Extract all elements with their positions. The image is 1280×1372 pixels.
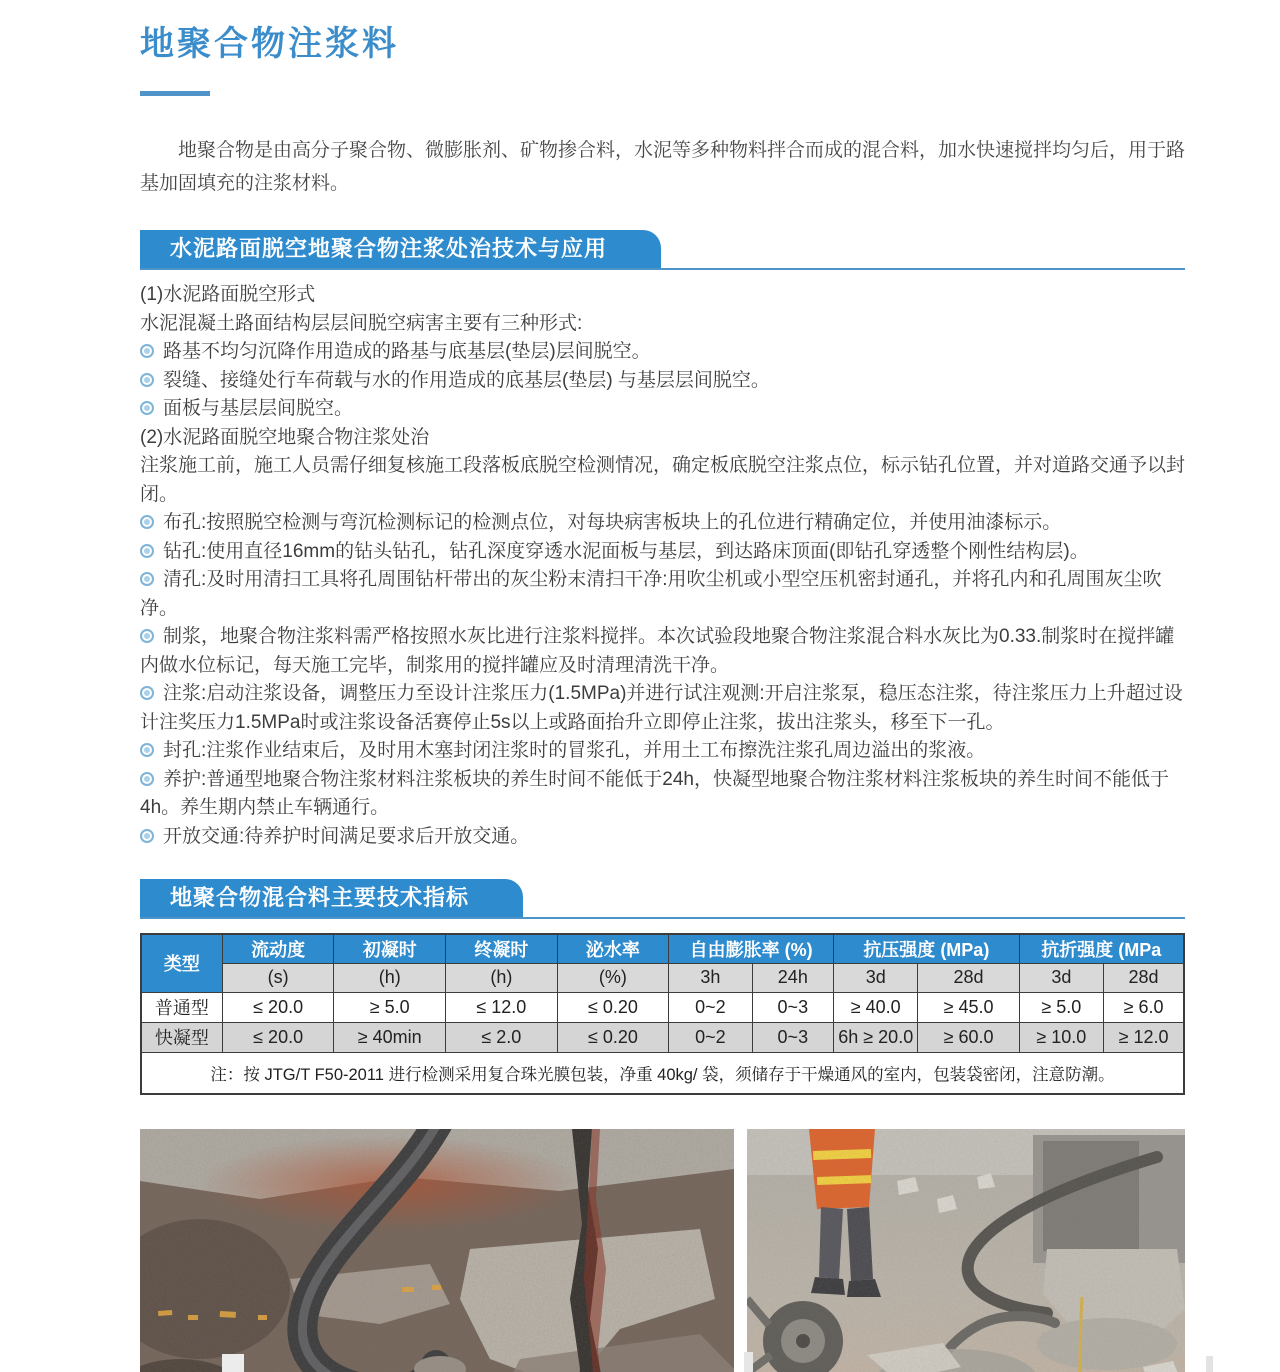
list-item-text: (2)水泥路面脱空地聚合物注浆处治 <box>140 426 430 448</box>
list-item <box>140 424 1185 453</box>
value-cell: 0~3 <box>752 992 833 1022</box>
list-item-text: 水泥混凝土路面结构层层间脱空病害主要有三种形式: <box>140 312 583 334</box>
value-cell: ≥ 60.0 <box>918 1022 1019 1052</box>
value-cell: ≥ 40.0 <box>834 992 918 1022</box>
value-cell: ≤ 0.20 <box>557 992 669 1022</box>
col-header-group: 抗折强度 (MPa <box>1019 934 1184 963</box>
unit-header: (%) <box>557 963 669 992</box>
list-item <box>140 538 1185 567</box>
photo-right-illustration <box>747 1129 1185 1372</box>
unit-header: 28d <box>918 963 1019 992</box>
bullet-ring-icon <box>140 829 154 843</box>
list-item-text: 面板与基层层间脱空。 <box>163 398 354 419</box>
page-title: 地聚合物注浆料 <box>140 25 399 63</box>
bullet-ring-icon <box>140 544 154 558</box>
list-item <box>140 509 1185 538</box>
list-item-text: 清孔:及时用清扫工具将孔周围钻杆带出的灰尘粉末清扫干净:用吹尘机或小型空压机密封通孔，并将孔内和孔周围灰尘吹净。 <box>140 569 1162 619</box>
section2-banner-row <box>140 879 1185 919</box>
value-cell: ≥ 10.0 <box>1019 1022 1103 1052</box>
col-header: 流动度 <box>222 934 334 963</box>
list-item-text: 养护:普通型地聚合物注浆材料注浆板块的养生时间不能低于24h，快凝型地聚合物注浆材料注浆板块的养生时间不能低于4h。养生期内禁止车辆通行。 <box>140 768 1169 818</box>
unit-header: 3h <box>669 963 752 992</box>
bullet-ring-icon <box>140 515 154 529</box>
table-note: 注：按 JTG/T F50-2011 进行检测采用复合珠光膜包装，净重 40kg/ 袋，须储存于干燥通风的室内，包装袋密闭，注意防潮。 <box>141 1052 1184 1094</box>
unit-header: (s) <box>222 963 334 992</box>
list-item-text: 开放交通:待养护时间满足要求后开放交通。 <box>163 825 530 847</box>
list-item-text: 裂缝、接缝处行车荷载与水的作用造成的底基层(垫层) 与基层层间脱空。 <box>163 369 770 391</box>
col-header-group: 自由膨胀率 (%) <box>669 934 834 963</box>
list-item <box>140 367 1185 396</box>
value-cell: ≤ 20.0 <box>222 992 334 1022</box>
col-header-type: 类型 <box>141 934 222 992</box>
value-cell: ≥ 5.0 <box>1019 992 1103 1022</box>
bullet-ring-icon <box>140 344 154 358</box>
section1-banner-row <box>140 230 1185 270</box>
bullet-ring-icon <box>140 572 154 586</box>
value-cell: ≤ 12.0 <box>446 992 558 1022</box>
unit-header: (h) <box>446 963 558 992</box>
list-item-text: 封孔:注浆作业结束后，及时用木塞封闭注浆时的冒浆孔，并用土工布擦洗注浆孔周边溢出的浆液。 <box>163 740 986 761</box>
value-cell: ≤ 20.0 <box>222 1022 334 1052</box>
value-cell: 0~3 <box>752 1022 833 1052</box>
row-type-cell: 普通型 <box>141 992 222 1022</box>
bullet-ring-icon <box>140 686 154 700</box>
list-item <box>140 623 1185 680</box>
list-item <box>140 737 1185 766</box>
col-header: 泌水率 <box>557 934 669 963</box>
value-cell: ≥ 12.0 <box>1104 1022 1184 1052</box>
col-header: 初凝时 <box>334 934 446 963</box>
list-item-text: 制浆，地聚合物注浆料需严格按照水灰比进行注浆料搅拌。本次试验段地聚合物注浆混合料水灰比为0.33.制浆时在搅拌罐内做水位标记，每天施工完毕，制浆用的搅拌罐应及时清理清洗干净。 <box>140 626 1175 676</box>
value-cell: ≥ 40min <box>334 1022 446 1052</box>
table-row <box>141 992 1184 1022</box>
photo-grouting-hose-on-pavement <box>140 1129 734 1372</box>
section2-banner: 地聚合物混合料主要技术指标 <box>140 879 523 917</box>
title-underline <box>140 91 210 96</box>
list-item-text: 布孔:按照脱空检测与弯沉检测标记的检测点位，对每块病害板块上的孔位进行精确定位，并使用油漆标示。 <box>163 512 1062 533</box>
table-note-row <box>141 1052 1184 1094</box>
bullet-ring-icon <box>140 373 154 387</box>
list-item-text: 路基不均匀沉降作用造成的路基与底基层(垫层)层间脱空。 <box>163 341 651 362</box>
value-cell: ≥ 5.0 <box>334 992 446 1022</box>
value-cell: ≥ 6.0 <box>1104 992 1184 1022</box>
list-item <box>140 452 1185 509</box>
value-cell: ≤ 2.0 <box>446 1022 558 1052</box>
photo-gallery <box>140 1129 1185 1372</box>
intro-paragraph: 地聚合物是由高分子聚合物、微膨胀剂、矿物掺合料，水泥等多种物料拌合而成的混合料，加水快速搅拌均匀后，用于路基加固填充的注浆材料。 <box>140 140 1186 194</box>
bullet-ring-icon <box>140 772 154 786</box>
unit-header: (h) <box>334 963 446 992</box>
bullet-ring-icon <box>140 743 154 757</box>
unit-header: 3d <box>1019 963 1103 992</box>
col-header: 终凝时 <box>446 934 558 963</box>
next-page-ghost <box>744 1352 753 1372</box>
value-cell: 6h ≥ 20.0 <box>834 1022 918 1052</box>
unit-header: 28d <box>1104 963 1184 992</box>
table-row <box>141 1022 1184 1052</box>
list-item-text: (1)水泥路面脱空形式 <box>140 284 316 305</box>
list-item-text: 钻孔:使用直径16mm的钻头钻孔，钻孔深度穿透水泥面板与基层，到达路床顶面(即钻孔穿透整个刚性结构层)。 <box>163 540 1089 562</box>
row-type-cell: 快凝型 <box>141 1022 222 1052</box>
list-item <box>140 395 1185 424</box>
list-item <box>140 680 1185 737</box>
list-item-text: 注浆施工前，施工人员需仔细复核施工段落板底脱空检测情况，确定板底脱空注浆点位，标示钻孔位置，并对道路交通予以封闭。 <box>140 455 1186 505</box>
col-header-group: 抗压强度 (MPa) <box>834 934 1020 963</box>
list-item-text: 注浆:启动注浆设备，调整压力至设计注浆压力(1.5MPa)并进行试注观测:开启注浆泵，稳压态注浆，待注浆压力上升超过设计注奖压力1.5MPa时或注浆设备活赛停止5s以上或路面抬升立即停止注浆，拔出注浆头，移至下一孔。 <box>140 683 1183 733</box>
list-item <box>140 310 1185 339</box>
spec-table <box>140 933 1185 1095</box>
next-page-ghost <box>1206 1356 1213 1372</box>
list-item <box>140 566 1185 623</box>
photo-left-illustration <box>140 1129 734 1372</box>
photo-worker-grouting-site <box>747 1129 1185 1372</box>
bullet-ring-icon <box>140 401 154 415</box>
list-item <box>140 281 1185 310</box>
value-cell: ≤ 0.20 <box>557 1022 669 1052</box>
unit-header: 3d <box>834 963 918 992</box>
section1-banner: 水泥路面脱空地聚合物注浆处治技术与应用 <box>140 230 661 268</box>
next-page-ghost <box>222 1354 244 1372</box>
list-item <box>140 766 1185 823</box>
bullet-ring-icon <box>140 629 154 643</box>
value-cell: 0~2 <box>669 1022 752 1052</box>
unit-header: 24h <box>752 963 833 992</box>
section1-body <box>140 281 1185 851</box>
list-item <box>140 338 1185 367</box>
value-cell: ≥ 45.0 <box>918 992 1019 1022</box>
value-cell: 0~2 <box>669 992 752 1022</box>
list-item <box>140 823 1185 852</box>
